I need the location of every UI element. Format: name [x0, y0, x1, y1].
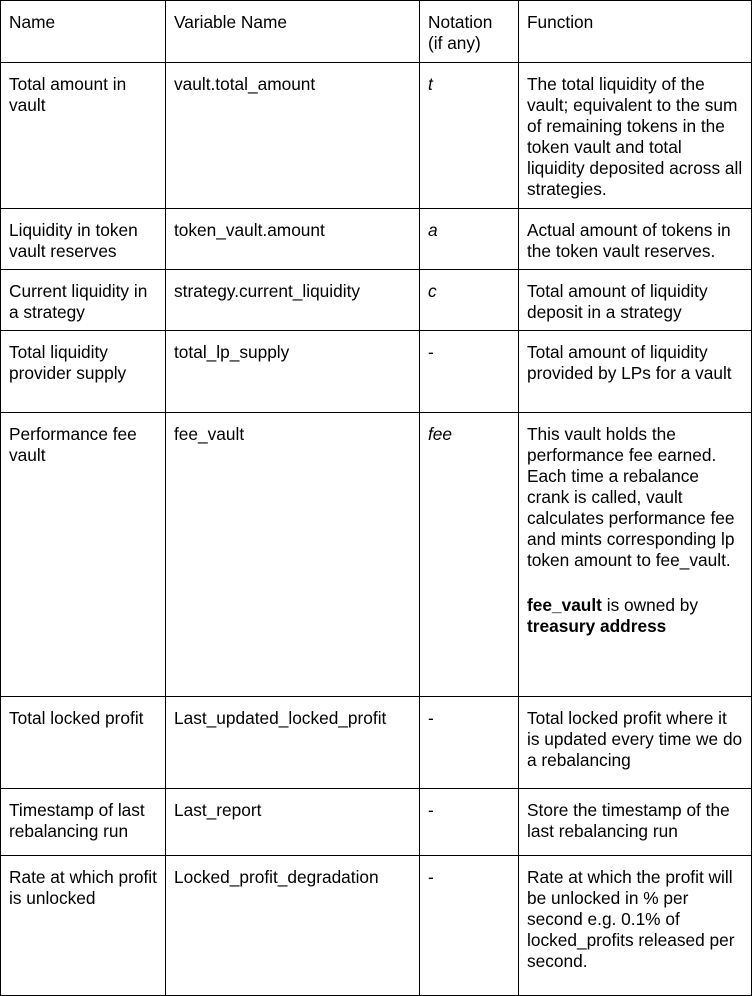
- row-notation: -: [420, 789, 519, 856]
- row-notation: c: [420, 270, 519, 331]
- row-function: [519, 413, 752, 697]
- row-variable: total_lp_supply: [166, 331, 420, 413]
- row-variable: strategy.current_liquidity: [166, 270, 420, 331]
- row-notation: -: [420, 856, 519, 996]
- function-note-bold-owner: treasury address: [527, 616, 667, 636]
- row-name: Liquidity in token vault reserves: [1, 209, 166, 270]
- table-row: [1, 331, 752, 413]
- row-name: Total locked profit: [1, 697, 166, 789]
- row-notation: -: [420, 697, 519, 789]
- table-row: [1, 856, 752, 996]
- row-name: Total liquidity provider supply: [1, 331, 166, 413]
- row-name: Timestamp of last rebalancing run: [1, 789, 166, 856]
- row-notation: fee: [420, 413, 519, 697]
- paragraph-gap: [527, 571, 743, 595]
- row-function: Total locked profit where it is updated every time we do a rebalancing: [519, 697, 752, 789]
- table-row: [1, 413, 752, 697]
- header-name: Name: [1, 1, 166, 63]
- row-function: Rate at which the profit will be unlocked in % per second e.g. 0.1% of locked_profits released per second.: [519, 856, 752, 996]
- function-note-bold-var: fee_vault: [527, 595, 602, 615]
- row-function: Actual amount of tokens in the token vault reserves.: [519, 209, 752, 270]
- row-name: Current liquidity in a strategy: [1, 270, 166, 331]
- row-variable: fee_vault: [166, 413, 420, 697]
- header-function: Function: [519, 1, 752, 63]
- header-notation: Notation (if any): [420, 1, 519, 63]
- row-variable: vault.total_amount: [166, 63, 420, 209]
- table-row: [1, 63, 752, 209]
- row-name: Performance fee vault: [1, 413, 166, 697]
- row-notation: a: [420, 209, 519, 270]
- table-row: [1, 789, 752, 856]
- function-note-text: is owned by: [601, 595, 698, 615]
- row-function: Total amount of liquidity deposit in a strategy: [519, 270, 752, 331]
- header-variable-name: Variable Name: [166, 1, 420, 63]
- table-row: [1, 209, 752, 270]
- row-name: Total amount in vault: [1, 63, 166, 209]
- row-variable: Locked_profit_degradation: [166, 856, 420, 996]
- row-notation: -: [420, 331, 519, 413]
- function-text: This vault holds the performance fee earned. Each time a rebalance crank is called, vault calculates performance fee and mints corresponding lp token amount to fee_vault.: [527, 424, 735, 570]
- row-function: Store the timestamp of the last rebalancing run: [519, 789, 752, 856]
- row-variable: Last_report: [166, 789, 420, 856]
- row-name: Rate at which profit is unlocked: [1, 856, 166, 996]
- row-variable: Last_updated_locked_profit: [166, 697, 420, 789]
- row-notation: t: [420, 63, 519, 209]
- table-row: [1, 270, 752, 331]
- row-function: Total amount of liquidity provided by LPs for a vault: [519, 331, 752, 413]
- row-variable: token_vault.amount: [166, 209, 420, 270]
- table-row: [1, 697, 752, 789]
- table-header-row: [1, 1, 752, 63]
- row-function: The total liquidity of the vault; equivalent to the sum of remaining tokens in the token vault and total liquidity deposited across all strategies.: [519, 63, 752, 209]
